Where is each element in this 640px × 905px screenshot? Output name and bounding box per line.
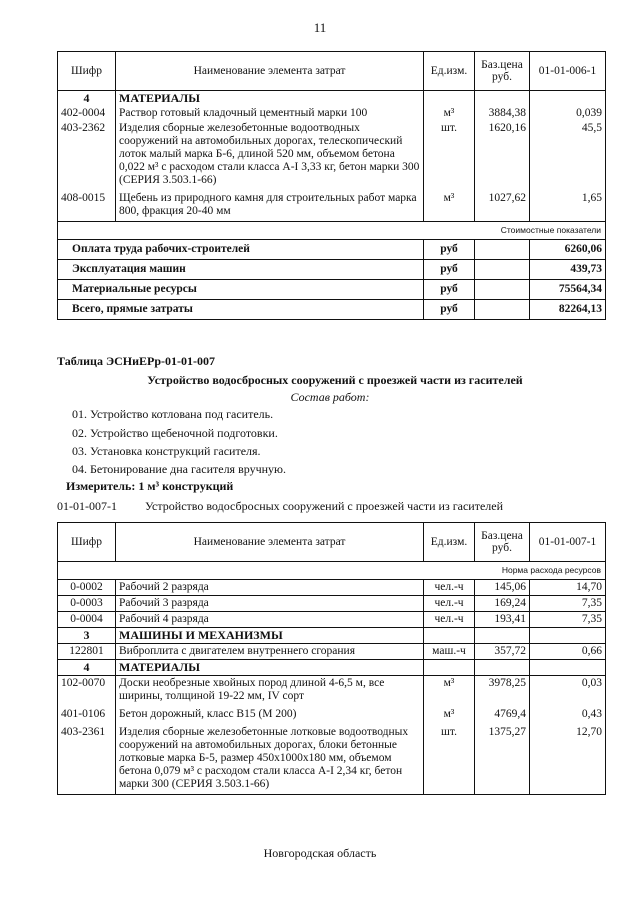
table-01-01-006	[57, 51, 606, 320]
total-unit: руб	[424, 260, 475, 280]
header-unit: Ед.изм.	[424, 52, 475, 91]
total-label: Эксплуатация машин	[58, 260, 424, 280]
row-unit: чел.-ч	[424, 580, 475, 596]
table-row	[58, 121, 606, 191]
row-unit: м³	[424, 106, 475, 121]
table-row	[58, 596, 606, 612]
total-label: Всего, прямые затраты	[58, 300, 424, 320]
row-unit: маш.-ч	[424, 644, 475, 660]
row-code: 0-0003	[58, 596, 116, 612]
row-code: 408-0015	[58, 191, 116, 222]
table-row	[58, 106, 606, 121]
header-name: Наименование элемента затрат	[116, 523, 424, 562]
row-unit: чел.-ч	[424, 596, 475, 612]
row-value: 14,70	[530, 580, 606, 596]
row-value: 0,039	[530, 106, 606, 121]
section-title: МАШИНЫ И МЕХАНИЗМЫ	[116, 628, 424, 644]
total-value: 6260,06	[530, 240, 606, 260]
row-unit: чел.-ч	[424, 612, 475, 628]
table-header-row	[58, 52, 606, 91]
table-row	[58, 676, 606, 708]
section-row	[58, 628, 606, 644]
table-row	[58, 612, 606, 628]
total-unit: руб	[424, 300, 475, 320]
works-title: Состав работ:	[290, 390, 370, 404]
table-header-row	[58, 523, 606, 562]
table-title: Таблица ЭСНиЕРр-01-01-007	[57, 354, 216, 368]
row-code: 401-0106	[58, 707, 116, 725]
row-code: 403-2361	[58, 725, 116, 795]
row-unit: м³	[424, 191, 475, 222]
header-code-column: 01-01-007-1	[530, 523, 606, 562]
section-number: 3	[58, 628, 116, 644]
section-title: МАТЕРИАЛЫ	[116, 91, 424, 107]
total-row	[58, 260, 606, 280]
header-code-column: 01-01-006-1	[530, 52, 606, 91]
total-label: Материальные ресурсы	[58, 280, 424, 300]
row-unit: м³	[424, 707, 475, 725]
work-item-2: 02. Устройство щебеночной подготовки.	[72, 426, 278, 440]
table-row	[58, 191, 606, 222]
row-code: 0-0004	[58, 612, 116, 628]
row-name: Изделия сборные железобетонные водоотводных сооружений на автомобильных дорогах, телескопический лоток малый марка Б-6, длиной 520 мм, объемом бетона 0,022 м³ с расходом стали класса А-I 3,33 кг, бетон марки 300 (СЕРИЯ 3.503.1-66)	[116, 121, 424, 191]
row-price: 145,06	[475, 580, 530, 596]
row-price: 1375,27	[475, 725, 530, 795]
page-number: 11	[313, 20, 327, 35]
row-code: 0-0002	[58, 580, 116, 596]
row-value: 12,70	[530, 725, 606, 795]
row-value: 0,03	[530, 676, 606, 708]
row-name: Щебень из природного камня для строительных работ марка 800, фракция 20-40 мм	[116, 191, 424, 222]
header-code: Шифр	[58, 52, 116, 91]
total-value: 439,73	[530, 260, 606, 280]
row-unit: шт.	[424, 725, 475, 795]
table-row	[58, 725, 606, 795]
table-row	[58, 644, 606, 660]
row-value: 1,65	[530, 191, 606, 222]
row-price: 169,24	[475, 596, 530, 612]
row-name: Рабочий 2 разряда	[116, 580, 424, 596]
total-row	[58, 240, 606, 260]
row-value: 0,43	[530, 707, 606, 725]
row-unit: шт.	[424, 121, 475, 191]
row-price: 4769,4	[475, 707, 530, 725]
section-title: МАТЕРИАЛЫ	[116, 660, 424, 676]
row-price: 3884,38	[475, 106, 530, 121]
item-code: 01-01-007-1	[57, 499, 117, 513]
total-value: 75564,34	[530, 280, 606, 300]
footer-region: Новгородская область	[263, 846, 377, 860]
row-price: 3978,25	[475, 676, 530, 708]
meter-label: Измеритель: 1 м³ конструкций	[66, 479, 234, 493]
norm-caption: Норма расхода ресурсов	[58, 562, 606, 580]
header-name: Наименование элемента затрат	[116, 52, 424, 91]
total-value: 82264,13	[530, 300, 606, 320]
total-unit: руб	[424, 240, 475, 260]
row-unit: м³	[424, 676, 475, 708]
row-name: Виброплита с двигателем внутреннего сгорания	[116, 644, 424, 660]
total-label: Оплата труда рабочих-строителей	[58, 240, 424, 260]
section-number: 4	[58, 660, 116, 676]
table-subtitle: Устройство водосбросных сооружений с проезжей части из гасителей	[147, 373, 523, 387]
row-name: Доски необрезные хвойных пород длиной 4-6,5 м, все ширины, толщиной 19-22 мм, IV сорт	[116, 676, 424, 708]
table-01-01-007	[57, 522, 606, 795]
table-row	[58, 707, 606, 725]
section-row	[58, 660, 606, 676]
work-item-3: 03. Установка конструкций гасителя.	[72, 444, 261, 458]
section-number: 4	[58, 91, 116, 107]
row-name: Изделия сборные железобетонные лотковые водоотводных сооружений на автомобильных дорогах, блоки бетонные лотковые марка Б-5, размер 450x1000x180 мм, объемом бетона 0,079 м³ с расходом стали класса А-I 2,34 кг, бетон марки 300 (СЕРИЯ 3.503.1-66)	[116, 725, 424, 795]
row-price: 1027,62	[475, 191, 530, 222]
item-name: Устройство водосбросных сооружений с проезжей части из гасителей	[145, 499, 504, 513]
total-row	[58, 280, 606, 300]
row-price: 193,41	[475, 612, 530, 628]
header-code: Шифр	[58, 523, 116, 562]
section-row	[58, 91, 606, 107]
row-name: Раствор готовый кладочный цементный марки 100	[116, 106, 424, 121]
row-price: 1620,16	[475, 121, 530, 191]
row-code: 122801	[58, 644, 116, 660]
indicators-caption-row	[58, 222, 606, 240]
row-name: Рабочий 4 разряда	[116, 612, 424, 628]
total-unit: руб	[424, 280, 475, 300]
header-base-price: Баз.цена руб.	[475, 523, 530, 562]
row-name: Рабочий 3 разряда	[116, 596, 424, 612]
row-value: 7,35	[530, 596, 606, 612]
table-row	[58, 580, 606, 596]
row-code: 403-2362	[58, 121, 116, 191]
row-value: 0,66	[530, 644, 606, 660]
row-code: 402-0004	[58, 106, 116, 121]
norm-caption-row	[58, 562, 606, 580]
row-price: 357,72	[475, 644, 530, 660]
row-code: 102-0070	[58, 676, 116, 708]
indicators-caption: Стоимостные показатели	[58, 222, 606, 240]
work-item-1: 01. Устройство котлована под гаситель.	[72, 407, 274, 421]
row-name: Бетон дорожный, класс В15 (М 200)	[116, 707, 424, 725]
header-base-price: Баз.цена руб.	[475, 52, 530, 91]
work-item-4: 04. Бетонирование дна гасителя вручную.	[72, 462, 287, 476]
row-value: 7,35	[530, 612, 606, 628]
total-row	[58, 300, 606, 320]
header-unit: Ед.изм.	[424, 523, 475, 562]
row-value: 45,5	[530, 121, 606, 191]
